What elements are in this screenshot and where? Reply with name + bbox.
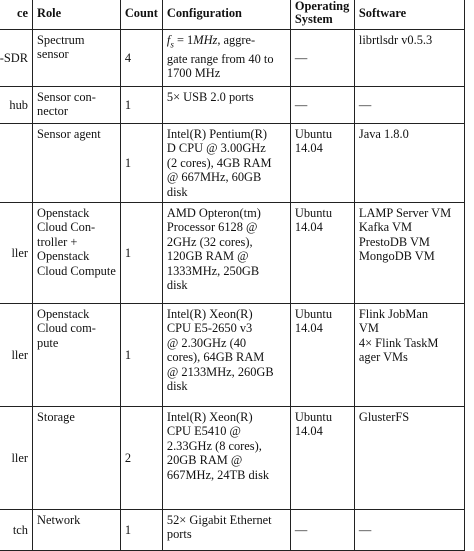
os-cell [290, 510, 354, 551]
cell-line: LAMP Server VM [358, 206, 452, 221]
cell-line: Intel(R) Xeon(R) [166, 410, 253, 425]
cell-line: librtlsdr v0.5.3 [358, 33, 433, 47]
cell-line: 2GHz (32 cores), [166, 234, 253, 249]
cell-line: 20GB RAM @ [166, 453, 243, 468]
os-cell [290, 30, 354, 87]
table-row [0, 203, 464, 304]
device-cell: -SDR [0, 30, 33, 87]
os-cell [290, 304, 354, 407]
cell-line: 14.04 [294, 424, 323, 439]
role-cell [33, 30, 121, 87]
cell-line: Cloud Compute [37, 263, 116, 278]
cell-line: Storage [37, 410, 75, 425]
cell-line: Flink JobMan [358, 307, 429, 322]
cell-line: Ubuntu [294, 127, 333, 141]
header-role: Role [33, 0, 121, 30]
count-cell: 4 [120, 30, 162, 87]
cell-line: gate range from 40 to [166, 51, 274, 66]
cell-line: Openstack [37, 206, 90, 221]
role-cell [33, 407, 121, 510]
cell-line: MongoDB VM [358, 249, 435, 264]
cell-line: PrestoDB VM [358, 234, 430, 249]
os-cell [290, 407, 354, 510]
os-cell [290, 203, 354, 304]
table-row [0, 30, 464, 87]
cell-line: @ 2.30GHz (40 [166, 335, 247, 350]
cell-line: — [358, 97, 372, 112]
cell-line: Processor 6128 @ [166, 220, 258, 235]
cell-line: Openstack [37, 249, 90, 264]
device-cell [0, 124, 33, 203]
cell-line: Ubuntu [294, 307, 333, 322]
role-cell [33, 87, 121, 124]
cell-line: 1700 MHz [166, 66, 221, 81]
software-cell [354, 87, 464, 124]
table-row [0, 510, 464, 551]
header-device: ce [0, 0, 33, 30]
header-configuration: Configuration [162, 0, 290, 30]
cell-line: @ 667MHz, 60GB [166, 170, 262, 185]
software-cell [354, 30, 464, 87]
cell-line: 52× Gigabit Ethernet [166, 513, 272, 528]
configuration-cell [162, 203, 290, 304]
cell-line: disk [166, 278, 188, 293]
cell-line: 14.04 [294, 321, 323, 336]
cell-line: 1333MHz, 250GB [166, 263, 260, 278]
cell-line: D CPU @ 3.00GHz [166, 141, 266, 156]
cell-line: — [294, 50, 308, 65]
count-cell: 1 [120, 304, 162, 407]
configuration-cell [162, 124, 290, 203]
configuration-cell [162, 407, 290, 510]
device-cell: ller [0, 304, 33, 407]
table-row [0, 407, 464, 510]
os-cell [290, 124, 354, 203]
configuration-cell [162, 510, 290, 551]
count-cell: 1 [120, 87, 162, 124]
role-cell [33, 510, 121, 551]
cell-line: 667MHz, 24TB disk [166, 467, 270, 482]
header-operating-system: Operating System [290, 0, 354, 30]
cell-line: 2.33GHz (8 cores), [166, 438, 262, 453]
software-cell [354, 510, 464, 551]
cell-line: — [294, 522, 308, 537]
count-cell: 2 [120, 407, 162, 510]
cell-line: VM [358, 321, 379, 336]
cell-line: 5× USB 2.0 ports [166, 90, 254, 104]
table-row [0, 87, 464, 124]
cell-line: 120GB RAM @ [166, 249, 249, 264]
software-cell [354, 304, 464, 407]
configuration-cell [162, 304, 290, 407]
cell-line: Cloud com- [37, 321, 96, 336]
cell-line: disk [166, 184, 188, 199]
cell-line: 14.04 [294, 220, 323, 235]
configuration-cell [162, 87, 290, 124]
cell-line: Kafka VM [358, 220, 412, 235]
cell-line: ager VMs [358, 350, 408, 365]
cell-line: CPU E5410 @ [166, 424, 241, 439]
cell-line: CPU E5-2650 v3 [166, 321, 253, 336]
cell-line: $f_s = 1MHz$, aggre- [166, 33, 256, 50]
configuration-cell [162, 30, 290, 87]
cell-line: Intel(R) Pentium(R) [166, 127, 268, 141]
cell-line: (2 cores), 4GB RAM [166, 155, 272, 170]
device-cell: ller [0, 203, 33, 304]
device-cell: ller [0, 407, 33, 510]
cell-line: cores), 64GB RAM [166, 350, 265, 365]
role-cell [33, 304, 121, 407]
cell-line: — [294, 97, 308, 112]
cell-line: Sensor con- [37, 90, 96, 104]
cell-line: AMD Opteron(tm) [166, 206, 261, 221]
table-row [0, 124, 464, 203]
cell-line: Sensor agent [37, 127, 101, 141]
cell-line: 4× Flink TaskM [358, 335, 439, 350]
cell-line: 14.04 [294, 141, 323, 156]
cell-line: GlusterFS [358, 410, 410, 425]
os-cell [290, 87, 354, 124]
role-cell [33, 203, 121, 304]
software-cell [354, 124, 464, 203]
count-cell: 1 [120, 510, 162, 551]
cell-line: sensor [37, 47, 69, 62]
device-cell: tch [0, 510, 33, 551]
cell-line: Network [37, 513, 81, 528]
cell-line: Intel(R) Xeon(R) [166, 307, 253, 322]
software-cell [354, 407, 464, 510]
table-header-row [0, 0, 464, 30]
header-count: Count [120, 0, 162, 30]
table-row [0, 304, 464, 407]
cell-line: @ 2133MHz, 260GB [166, 364, 274, 379]
cell-line: ports [166, 527, 192, 542]
cell-line: disk [166, 379, 188, 394]
cell-line: Ubuntu [294, 206, 333, 221]
cell-line: Cloud Con- [37, 220, 96, 235]
software-cell [354, 203, 464, 304]
device-cell: hub [0, 87, 33, 124]
cell-line: — [358, 522, 372, 537]
cell-line: pute [37, 335, 59, 350]
cell-line: Ubuntu [294, 410, 333, 425]
cell-line: nector [37, 104, 68, 119]
cell-line: Java 1.8.0 [358, 127, 409, 141]
cell-line: Spectrum [37, 33, 85, 47]
cell-line: troller + [37, 234, 78, 249]
header-software: Software [354, 0, 464, 30]
count-cell: 1 [120, 124, 162, 203]
count-cell: 1 [120, 203, 162, 304]
cell-line: Openstack [37, 307, 90, 322]
role-cell [33, 124, 121, 203]
